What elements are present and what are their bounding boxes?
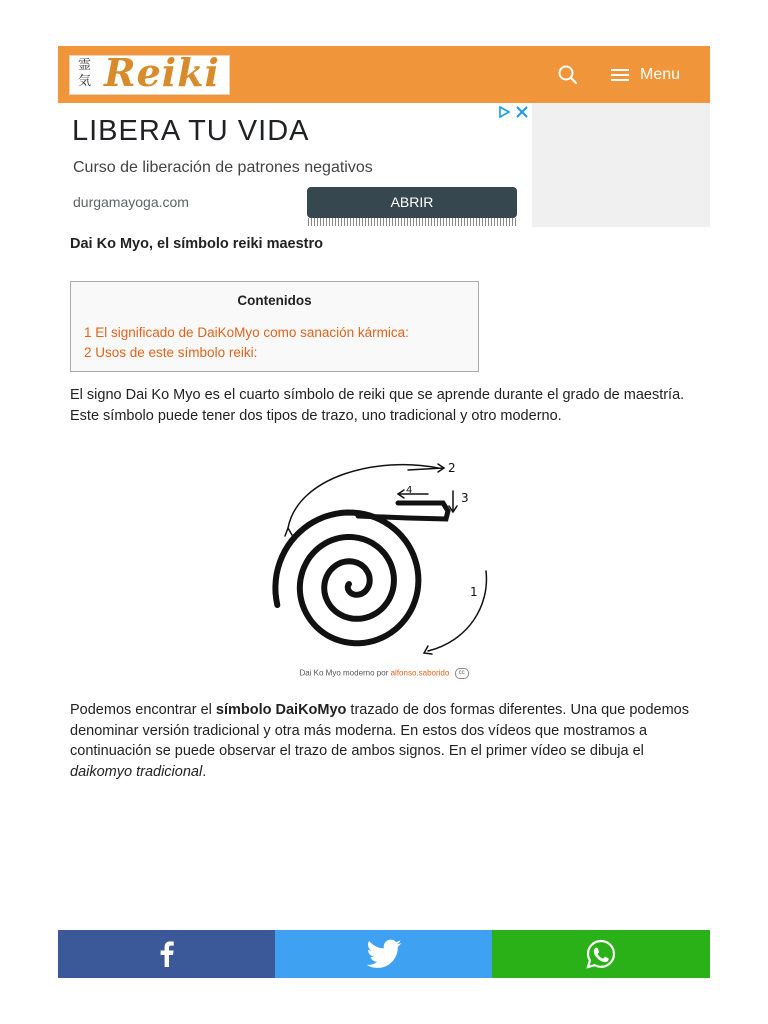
ad-banner xyxy=(58,103,710,227)
stroke-label-1: 1 xyxy=(470,585,478,599)
menu-label: Menu xyxy=(640,66,681,83)
toc-title: Contenidos xyxy=(237,293,312,308)
facebook-icon xyxy=(160,941,174,967)
search-button[interactable] xyxy=(557,64,579,86)
twitter-icon xyxy=(366,940,402,969)
stroke-label-2: 2 xyxy=(448,461,456,475)
twitter-share-button[interactable] xyxy=(275,930,492,978)
facebook-share-button[interactable] xyxy=(58,930,275,978)
daikomyo-figure xyxy=(258,456,508,656)
stroke-label-4: 4 xyxy=(406,485,413,496)
body-italic: daikomyo tradicional xyxy=(70,763,203,780)
whatsapp-share-button[interactable] xyxy=(492,930,710,978)
body-text-1: Podemos encontrar el xyxy=(70,702,216,718)
body-bold-link: símbolo DaiKoMyo xyxy=(215,702,347,718)
ad-open-button[interactable]: ABRIR xyxy=(307,187,517,218)
body-text-end: . xyxy=(202,763,207,780)
daikomyo-spiral-drawing xyxy=(258,456,508,656)
stroke-label-3: 3 xyxy=(461,491,469,505)
cc-license-icon[interactable]: cc xyxy=(455,668,469,679)
article-title: Dai Ko Myo, el símbolo reiki maestro xyxy=(70,236,324,252)
logo-wordmark: Reiki xyxy=(104,50,220,95)
search-icon xyxy=(557,64,579,86)
table-of-contents xyxy=(70,281,479,372)
toc-link-1[interactable]: 1 El significado de DaiKoMyo como sanación kármica: xyxy=(84,325,409,340)
toc-link-2[interactable]: 2 Usos de este símbolo reiki: xyxy=(84,345,258,360)
ad-subtitle: Curso de liberación de patrones negativos xyxy=(73,159,373,176)
figure-caption xyxy=(58,668,710,679)
adchoices-icon[interactable] xyxy=(498,105,530,119)
whatsapp-icon xyxy=(585,938,617,970)
caption-text: Dai Ko Myo moderno por xyxy=(299,668,389,678)
site-logo[interactable] xyxy=(69,50,230,95)
ad-box[interactable] xyxy=(58,103,532,227)
menu-button[interactable] xyxy=(611,62,680,88)
share-bar xyxy=(58,930,710,978)
page xyxy=(58,46,710,978)
intro-paragraph: El signo Dai Ko Myo es el cuarto símbolo de reiki que se aprende durante el grado de maestría. Este símbolo puede tener dos tipos de trazo, uno tradicional y otro moderno. xyxy=(70,387,685,424)
ad-domain: durgamayoga.com xyxy=(73,194,189,210)
logo-kanji: 霊気 xyxy=(78,58,92,89)
ad-title[interactable]: LIBERA TU VIDA xyxy=(72,115,310,147)
body-paragraph xyxy=(70,700,700,782)
hamburger-icon xyxy=(611,69,629,81)
body-text-2: trazado de dos formas diferentes. Una que podemos denominar versión tradicional y otra más moderna. En estos dos vídeos que mostramos a continuación se puede observar el trazo de ambos signos. En el primer vídeo se dibuja el xyxy=(70,702,689,759)
caption-author-link[interactable]: alfonso.saborido xyxy=(390,668,450,678)
ad-stripe xyxy=(308,218,518,226)
site-header xyxy=(58,46,710,103)
